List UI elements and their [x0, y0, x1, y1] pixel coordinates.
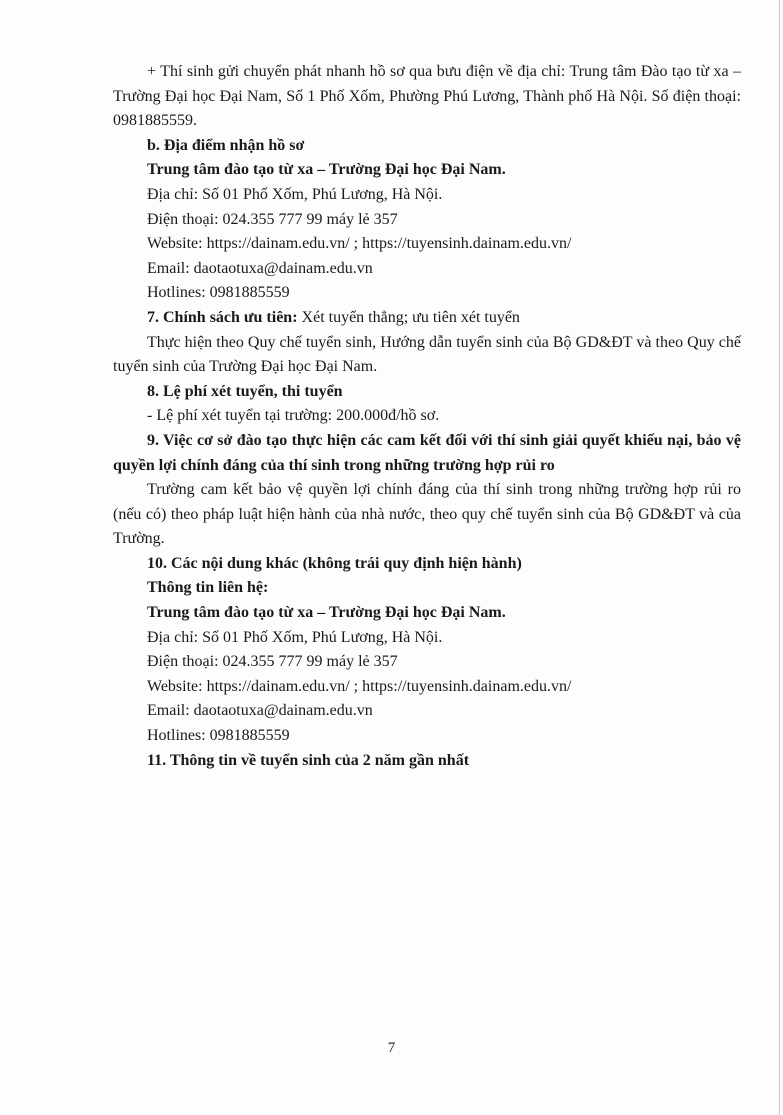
email-line: Email: daotaotuxa@dainam.edu.vn: [147, 259, 373, 277]
section-7-paragraph: Thực hiện theo Quy chế tuyển sinh, Hướng dẫn tuyển sinh của Bộ GD&ĐT và theo Quy chế tuyển sinh của Trường Đại học Đại Nam.: [113, 333, 741, 376]
website-line: Website: https://dainam.edu.vn/ ; https://tuyensinh.dainam.edu.vn/: [147, 235, 572, 253]
section-9-paragraph: Trường cam kết bảo vệ quyền lợi chính đáng của thí sinh trong những trường hợp rủi ro (nếu có) theo pháp luật hiện hành của nhà nước, theo quy chế tuyển sinh của Bộ GD&ĐT và của Trường.: [113, 481, 741, 548]
section-b-heading: b. Địa điểm nhận hồ sơ: [147, 136, 305, 154]
mail-submission-paragraph: + Thí sinh gửi chuyển phát nhanh hồ sơ qua bưu điện về địa chỉ: Trung tâm Đào tạo từ xa – Trường Đại học Đại Nam, Số 1 Phố Xốm, Phường Phú Lương, Thành phố Hà Nội. Số điện thoại: 0981885559.: [113, 63, 741, 130]
section-11-heading: 11. Thông tin về tuyển sinh của 2 năm gần nhất: [147, 751, 470, 769]
contact-address-line: Địa chỉ: Số 01 Phố Xốm, Phú Lương, Hà Nội.: [147, 628, 443, 646]
contact-email-line: Email: daotaotuxa@dainam.edu.vn: [147, 702, 373, 720]
section-7-label: 7. Chính sách ưu tiên:: [147, 308, 298, 326]
fee-line: - Lệ phí xét tuyển tại trường: 200.000đ/hồ sơ.: [147, 407, 440, 425]
phone-line: Điện thoại: 024.355 777 99 máy lẻ 357: [147, 210, 398, 228]
section-9-heading: 9. Việc cơ sở đào tạo thực hiện các cam kết đối với thí sinh giải quyết khiếu nại, bảo vệ quyền lợi chính đáng của thí sinh trong những trường hợp rủi ro: [113, 431, 741, 474]
contact-center-name: Trung tâm đào tạo từ xa – Trường Đại học Đại Nam.: [147, 604, 506, 622]
hotline-line: Hotlines: 0981885559: [147, 284, 290, 302]
document-body: [113, 60, 741, 773]
contact-phone-line: Điện thoại: 024.355 777 99 máy lẻ 357: [147, 653, 398, 671]
address-line: Địa chỉ: Số 01 Phố Xốm, Phú Lương, Hà Nội.: [147, 185, 443, 203]
section-7-heading: [113, 306, 741, 331]
page-number: 7: [387, 1040, 396, 1056]
center-name: Trung tâm đào tạo từ xa – Trường Đại học Đại Nam.: [147, 161, 506, 179]
contact-website-line: Website: https://dainam.edu.vn/ ; https://tuyensinh.dainam.edu.vn/: [147, 677, 572, 695]
contact-hotline-line: Hotlines: 0981885559: [147, 727, 290, 745]
scan-edge-line: [779, 0, 780, 1115]
section-8-heading: 8. Lệ phí xét tuyển, thi tuyển: [147, 382, 343, 400]
contact-info-heading: Thông tin liên hệ:: [147, 579, 269, 597]
section-7-text: Xét tuyển thẳng; ưu tiên xét tuyển: [297, 308, 520, 326]
section-10-heading: 10. Các nội dung khác (không trái quy định hiện hành): [147, 554, 522, 572]
